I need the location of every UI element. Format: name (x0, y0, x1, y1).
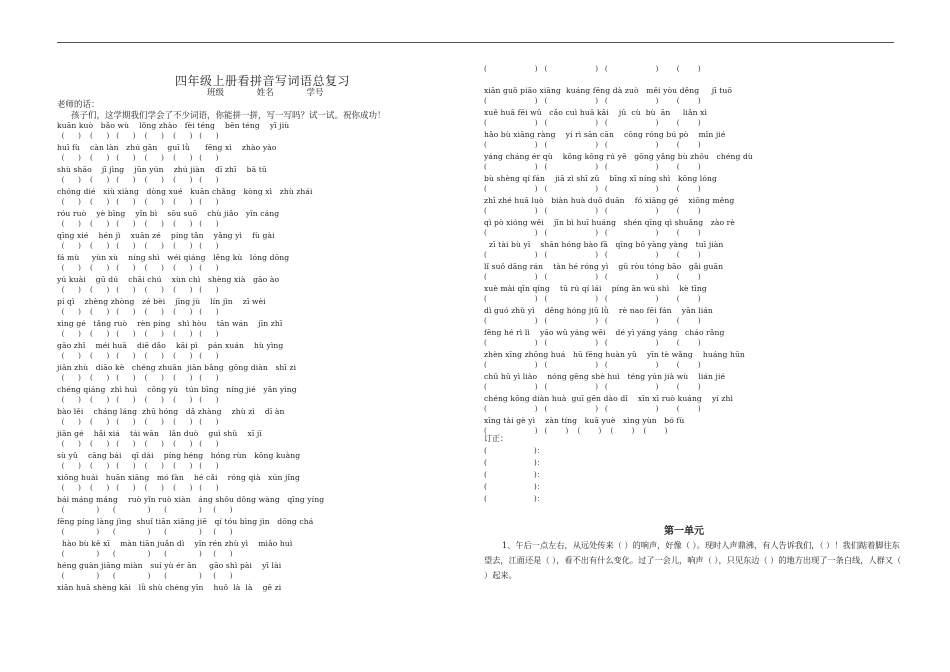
pinyin-row: xiān guǒ piāo xiāng kuáng fēng dà zuò měi yòu děng jī tuō (484, 86, 733, 95)
pinyin-row: pí qì zhèng zhòng zé bèi jīng jù lín jìn zī wèi (57, 297, 266, 306)
answer-blank-row[interactable]: ( ) ( ) ( ) ( ) ( ) ( ) (57, 483, 219, 492)
worksheet-title: 四年级上册看拼音写词语总复习 (175, 74, 351, 88)
pinyin-row: xiōng huái huān xiāng mó fàn hé cǎi róng qià xún jǐng (57, 473, 300, 482)
correction-label: 订正： (484, 434, 508, 443)
pinyin-row: chóng dié xiù xiàng dòng xué kuān chǎng kòng xì zhù zhái (57, 187, 313, 196)
answer-blank-row[interactable]: ( ) ( ) ( ) ( ) ( ) ( ) (57, 263, 219, 272)
pinyin-row: hào bù kě xī màn tiān juǎn dì yǐn rén zhù yì miǎo huì (57, 539, 293, 548)
pinyin-row: jiān zhù diāo kè chéng zhuān jiān bǎng gōng diàn shī zi (57, 363, 297, 372)
pinyin-row: fēng hé rì lì yāo wǔ yáng wēi dé yì yáng yáng cháo rǎng (484, 328, 725, 337)
pinyin-row: gāo zhǐ méi huā diē dǎo kāi pì pán xuán hù yìng (57, 341, 284, 350)
intro-text: 孩子们，这学期我们学会了不少词语，你能拼一拼，写一写吗？试一试。祝你成功！ (71, 111, 386, 121)
answer-blank-row[interactable]: ( ) ( ) ( ) ( ) ( ) ( ) (57, 461, 219, 470)
answer-blank-row[interactable]: ( ) ( ) ( ) ( ) ( ) ( ) (57, 351, 219, 360)
answer-blank-row[interactable]: ( ) ( ) ( ) ( ) (57, 549, 233, 558)
pinyin-row: chū hū yì liào nóng gēng shè huì téng yún jià wù lián jié (484, 372, 726, 381)
answer-blank-row[interactable]: ( ) ( ) ( ) ( ) ( ) ( ) (57, 439, 219, 448)
pinyin-row: jiān gé hǎi xiá tái wān lǎn duò guì shǔ xī jī (57, 429, 262, 438)
answer-blank-row[interactable]: ( ) ( ) ( ) ( ) (484, 360, 701, 369)
pinyin-row: héng guàn jiāng miàn suí yù ér ān gāo shì pài yī lài (57, 561, 282, 570)
answer-blank-row[interactable]: ( ) ( ) ( ) ( ) (57, 571, 233, 580)
pinyin-row: kuān kuò bǎo wù lǒng zhào fèi téng bēn téng yī jiù (57, 121, 290, 130)
student-info-line (207, 86, 353, 98)
answer-blank-row[interactable]: ( ) ( ) ( ) ( ) ( ) ( ) (57, 219, 219, 228)
answer-blank-row[interactable]: ( ) ( ) ( ) ( ) (484, 250, 701, 259)
correction-line[interactable]: ( )： (484, 446, 545, 455)
answer-blank-row[interactable]: ( ) ( ) ( ) ( ) ( ) ( ) (57, 197, 219, 206)
pinyin-row: fēng píng làng jìng shuǐ tiān xiāng jiē qí tóu bìng jìn dōng chá (57, 517, 314, 526)
answer-blank-row[interactable]: ( ) ( ) ( ) ( ) ( ) ( ) (57, 153, 219, 162)
pinyin-row: chéng qiáng zhì huì cōng yù tún bīng níng jié yān yìng (57, 385, 297, 394)
pinyin-row: sù yǔ cāng bái qī dài píng héng hóng rùn kōng kuàng (57, 451, 301, 460)
number-label: 学号 (306, 88, 324, 98)
answer-blank-row[interactable]: ( ) ( ) ( ) ( ) (484, 338, 701, 347)
pinyin-row: fá mù yùn xù níng shì wéi qiáng lěng kù lóng dōng (57, 253, 290, 262)
answer-blank-row[interactable]: ( ) ( ) ( ) ( ) (484, 382, 701, 391)
answer-blank-row[interactable]: ( ) ( ) ( ) ( ) (484, 96, 701, 105)
answer-blank-row[interactable]: ( ) ( ) ( ) ( ) (484, 64, 701, 73)
class-label: 班级 (207, 88, 225, 98)
teacher-greeting: 老师的话： (57, 100, 100, 110)
correction-line[interactable]: ( )： (484, 482, 545, 491)
pinyin-row: zhèn xīng zhōng huá hū fēng huàn yǔ yīn tè wǎng huáng hūn (484, 350, 745, 359)
answer-blank-row[interactable]: ( ) ( ) ( ) ( ) ( ) ( ) (57, 131, 219, 140)
correction-line[interactable]: ( )： (484, 494, 545, 503)
answer-blank-row[interactable]: ( ) ( ) ( ) ( ) (484, 272, 701, 281)
pinyin-row: xuè mài qīn qíng tū rú qí lái píng ān wú shì kè tīng (484, 284, 707, 293)
answer-blank-row[interactable]: ( ) ( ) ( ) ( ) ( ) ( ) (57, 329, 219, 338)
pinyin-row: yáng cháng ér qù kōng kōng rú yě gōng yǎng bù zhōu chéng dù (484, 152, 753, 161)
pinyin-row: lǐ suǒ dāng rán tàn hé róng yì gǔ ròu tóng bāo gǎi guān (484, 262, 724, 271)
answer-blank-row[interactable]: ( ) ( ) ( ) ( ) ( ) ( ) (57, 285, 219, 294)
answer-blank-row[interactable]: ( ) ( ) ( ) ( ) ( ) ( ) (57, 307, 219, 316)
pinyin-row: zī tài bù yī shān hóng bào fā qīng bō yàng yàng tuī jiàn (484, 240, 724, 249)
answer-blank-row[interactable]: ( ) ( ) ( ) ( ) ( ) ( ) (57, 417, 219, 426)
pinyin-row: xuě huā fēi wǔ cǎo cuì huā kāi jǔ cù bù ān liǎn xì (484, 108, 707, 117)
name-label: 姓名 (256, 88, 274, 98)
correction-line[interactable]: ( )： (484, 470, 545, 479)
pinyin-row: dì guó zhǔ yì děng hóng jiǔ lǜ rè nao fēi fán yān lián (484, 306, 713, 315)
answer-blank-row[interactable]: ( ) ( ) ( ) ( ) (484, 206, 701, 215)
pinyin-row: chéng kōng diàn huà guī gēn dào dǐ xīn xī ruò kuáng yí zhì (484, 394, 733, 403)
answer-blank-row[interactable]: ( ) ( ) ( ) ( ) ( ) ( ) (57, 175, 219, 184)
pinyin-row: qīng xié hén jì xuān zé píng tǎn yǎng yì fù gài (57, 231, 275, 240)
pinyin-row: bù shèng qí fán jiā zì shī zǔ bīng xī níng shì kōng lóng (484, 174, 717, 183)
answer-blank-row[interactable]: ( ) ( ) ( ) ( ) (484, 228, 701, 237)
pinyin-row: xiān huā shèng kāi lǜ shù chéng yīn huǒ là là gē zi (57, 583, 282, 592)
top-rule (57, 42, 894, 43)
pinyin-row: yú kuài gū dú chāi chú xùn chì shèng xià gāo ào (57, 275, 280, 284)
pinyin-row: xīng tài gè yì zàn tíng kuā yuè xìng yùn bó fù (484, 416, 685, 425)
pinyin-row: shù shāo jī jìng jūn yún zhú jiàn dī zhī bā tū (57, 165, 267, 174)
answer-blank-row[interactable]: ( ) ( ) ( ) ( ) (57, 527, 233, 536)
pinyin-row: xìng gé tǎng ruò rèn píng shì hòu tān wán jīn zhī (57, 319, 283, 328)
unit-passage (484, 538, 904, 583)
answer-blank-row[interactable]: ( ) ( ) ( ) ( ) (484, 294, 701, 303)
pinyin-row: qì pò xióng wěi jīn bì huī huáng shén qīng qì shuǎng zào rè (484, 218, 735, 227)
pinyin-row: huī fù càn làn zhú gān guī lǜ fēng xì zhào yào (57, 143, 277, 152)
answer-blank-row[interactable]: ( ) ( ) ( ) ( ) (484, 140, 701, 149)
answer-blank-row[interactable]: ( ) ( ) ( ) ( ) (484, 118, 701, 127)
answer-blank-row[interactable]: ( ) ( ) ( ) ( ) (484, 316, 701, 325)
answer-blank-row[interactable]: ( ) ( ) ( ) ( ) (484, 162, 701, 171)
passage-text: 1、午后一点左右，从远处传来（ ）的响声，好像（ ）。现时人声鼎沸，有人告诉我们，（ ）！我们踮着脚往东望去，江面还是（ ），看不出有什么变化。过了一会儿，响声（ ），只见东边（ ）的地方出现了一条白线，人群又（ ）起来。 (484, 540, 902, 580)
answer-blank-row[interactable]: ( ) ( ) ( ) ( ) ( ) (484, 426, 668, 435)
unit-heading: 第一单元 (664, 526, 704, 537)
answer-blank-row[interactable]: ( ) ( ) ( ) ( ) ( ) ( ) (57, 241, 219, 250)
pinyin-row: bái máng máng ruò yǐn ruò xiàn áng shǒu dǒng wàng qīng yíng (57, 495, 325, 504)
correction-line[interactable]: ( )： (484, 458, 545, 467)
pinyin-row: róu ruò yè bīng yǐn bì sōu suō chù jiǎo yǐn cáng (57, 209, 280, 218)
pinyin-row: bào lěi cháng láng zhū hóng dǎ zhàng zhù zì dī àn (57, 407, 285, 416)
answer-blank-row[interactable]: ( ) ( ) ( ) ( ) (484, 404, 701, 413)
answer-blank-row[interactable]: ( ) ( ) ( ) ( ) ( ) ( ) (57, 395, 219, 404)
answer-blank-row[interactable]: ( ) ( ) ( ) ( ) ( ) ( ) (57, 373, 219, 382)
pinyin-row: zhī zhé huā luò biàn huà duō duān fó xiāng gé xiōng měng (484, 196, 735, 205)
answer-blank-row[interactable]: ( ) ( ) ( ) ( ) (57, 505, 233, 514)
answer-blank-row[interactable]: ( ) ( ) ( ) ( ) (484, 184, 701, 193)
pinyin-row: hǎo bù xiāng ràng yí rì sān cān cōng róng bú pò mǐn jié (484, 130, 726, 139)
